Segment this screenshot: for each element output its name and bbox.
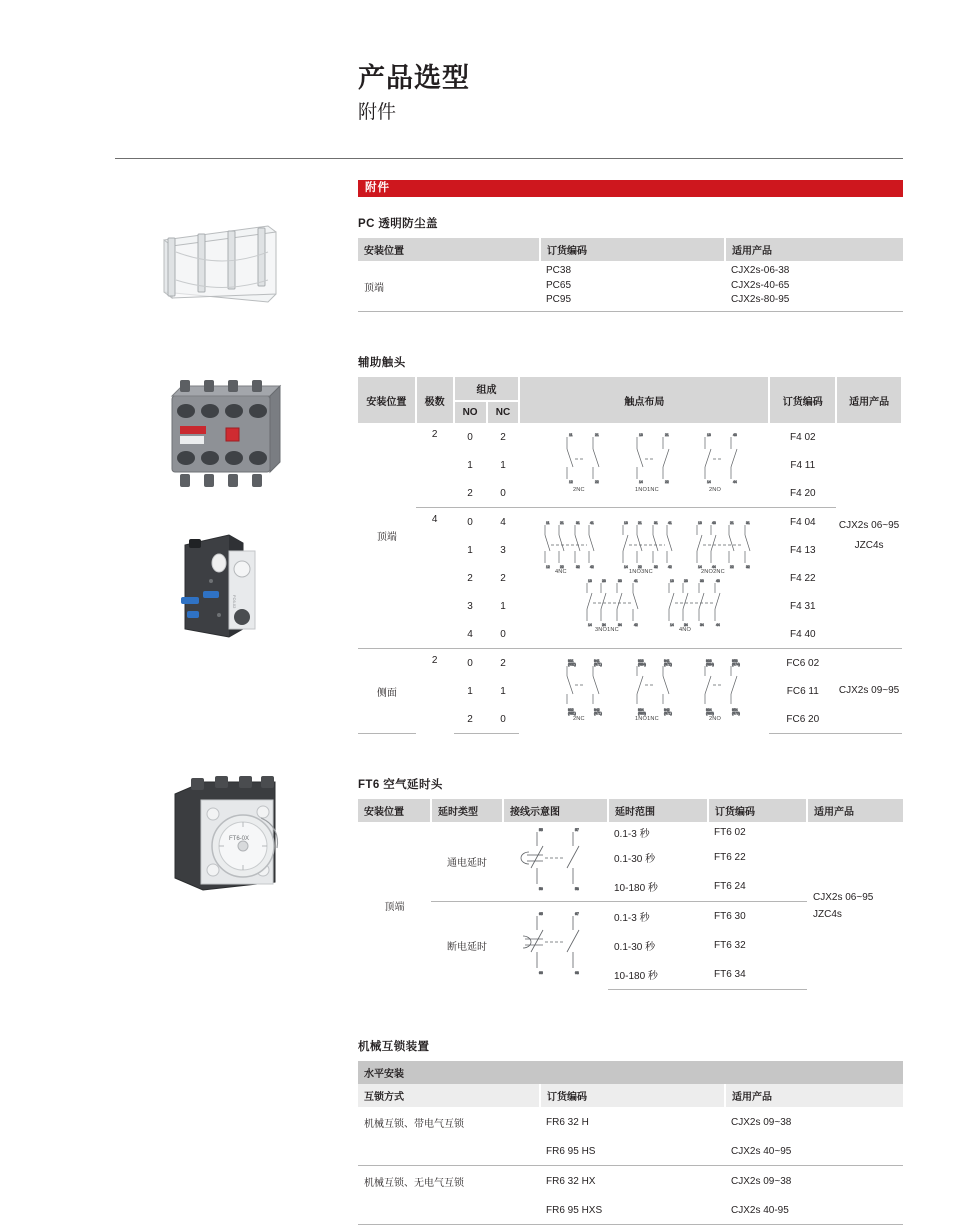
cell-no: 4	[467, 628, 473, 640]
svg-text:12: 12	[546, 564, 551, 569]
svg-text:22: 22	[730, 564, 735, 569]
svg-text:13: 13	[639, 432, 644, 437]
svg-text:21: 21	[665, 432, 670, 437]
svg-text:21: 21	[638, 520, 643, 525]
ft6-air-delay-head-photo	[163, 770, 293, 910]
svg-text:(974): (974)	[732, 662, 741, 667]
cell-order-code: FT6 32	[714, 940, 746, 951]
cell-pole-number: 2	[431, 429, 438, 440]
cell-nc: 4	[487, 508, 520, 537]
svg-text:58: 58	[575, 887, 579, 891]
diagram-label: 1NO1NC	[635, 486, 660, 493]
svg-text:933: 933	[638, 658, 645, 663]
svg-text:(973): (973)	[732, 711, 741, 716]
svg-text:931: 931	[568, 658, 575, 663]
cell-order-code: FT6 24	[714, 881, 746, 892]
col-pole-number: 极数	[416, 377, 454, 423]
svg-text:22: 22	[665, 479, 670, 484]
table-row	[358, 508, 902, 537]
svg-text:23: 23	[684, 578, 689, 583]
cell-order-code: F4 11	[790, 459, 816, 471]
applicable-product: CJX2s 06~95	[838, 519, 900, 531]
diagram-label: 2NC	[573, 486, 586, 493]
cell-applicable-product: CJX2s 09~38	[731, 1117, 792, 1128]
svg-text:933: 933	[706, 658, 713, 663]
svg-text:34: 34	[700, 622, 705, 627]
svg-text:(971): (971)	[664, 711, 673, 716]
cell-no: 1	[467, 685, 473, 697]
contact-layout-diagram-side	[519, 649, 769, 734]
cell-order-code: FR6 32 HX	[540, 1166, 725, 1198]
svg-text:934: 934	[706, 707, 713, 712]
section-title-auxiliary-contacts: 辅助触头	[358, 357, 406, 369]
svg-text:(981): (981)	[568, 711, 577, 716]
col-no: NO	[454, 401, 487, 423]
svg-text:56: 56	[539, 887, 543, 891]
table-row	[358, 261, 903, 312]
cell-applicable-products	[725, 261, 903, 312]
svg-text:55: 55	[539, 828, 543, 832]
svg-text:(932): (932)	[568, 662, 577, 667]
cell-no: 3	[467, 600, 473, 612]
svg-text:32: 32	[576, 564, 581, 569]
page-header	[358, 62, 470, 125]
col-contact-layout: 触点布局	[519, 377, 769, 423]
svg-text:24: 24	[684, 622, 689, 627]
cell-mount-position: 顶端	[364, 282, 384, 294]
page-subtitle: 附件	[358, 101, 397, 123]
cell-order-code: F4 04	[769, 508, 836, 537]
svg-text:43: 43	[716, 578, 721, 583]
diagram-label: 2NO	[709, 486, 722, 493]
applicable-product: JZC4s	[813, 908, 842, 920]
svg-text:21: 21	[595, 432, 600, 437]
svg-text:(971): (971)	[594, 711, 603, 716]
table-row	[358, 649, 902, 678]
svg-text:57: 57	[575, 828, 579, 832]
cell-nc: 3	[500, 544, 506, 556]
cell-nc: 1	[500, 459, 506, 471]
cell-no: 0	[454, 649, 487, 678]
auxiliary-contacts-table	[358, 377, 903, 734]
svg-text:941: 941	[664, 658, 671, 663]
svg-text:31: 31	[576, 520, 581, 525]
col-applicable-product: 适用产品	[836, 377, 902, 423]
order-code: PC65	[546, 279, 572, 291]
cell-no: 0	[467, 431, 473, 443]
svg-text:31: 31	[654, 520, 659, 525]
svg-text:33: 33	[700, 578, 705, 583]
col-applicable-product: 适用产品	[725, 238, 903, 261]
cell-mount-position: 顶端	[384, 902, 405, 914]
cell-interlock-mode: 机械互锁、无电气互锁	[358, 1166, 540, 1198]
diagram-label: 3NO1NC	[595, 626, 620, 633]
cell-order-code: FR6 32 H	[546, 1117, 589, 1128]
cell-nc: 2	[500, 431, 506, 443]
diagram-label: 2NC	[573, 715, 586, 722]
svg-text:12: 12	[569, 479, 574, 484]
cell-delay-type: 断电延时	[431, 902, 503, 990]
diagram-label: 4NO	[679, 626, 692, 633]
diagram-label: 1NO3NC	[629, 568, 654, 575]
cell-applicable-product	[836, 423, 902, 649]
cell-no: 1	[467, 459, 473, 471]
diagram-label: 4NC	[555, 568, 568, 575]
svg-text:14: 14	[698, 564, 703, 569]
col-delay-range: 延时范围	[608, 799, 708, 822]
col-applicable-product: 适用产品	[725, 1084, 903, 1107]
cell-delay-range: 10-180 秒	[614, 883, 658, 894]
cell-nc: 0	[500, 628, 506, 640]
svg-text:21: 21	[730, 520, 735, 525]
svg-text:43: 43	[733, 432, 738, 437]
cell-nc: 1	[500, 600, 506, 612]
svg-text:43: 43	[712, 520, 717, 525]
col-interlock-mode: 互锁方式	[358, 1084, 540, 1107]
svg-text:22: 22	[595, 479, 600, 484]
svg-text:65: 65	[539, 912, 543, 917]
cell-order-code: F4 13	[790, 544, 816, 556]
cell-applicable-product: CJX2s 09~95	[836, 649, 902, 734]
table-header-row	[358, 799, 903, 822]
col-applicable-product: 适用产品	[807, 799, 903, 822]
svg-text:32: 32	[654, 564, 659, 569]
cell-interlock-mode	[358, 1197, 540, 1225]
cell-order-code: FR6 95 HXS	[540, 1197, 725, 1225]
contact-layout-diagram-2pole	[519, 423, 769, 508]
page-title: 产品选型	[358, 63, 470, 93]
cell-pole-number: 4	[416, 508, 454, 649]
table-row	[358, 822, 903, 843]
cell-interlock-mode: 机械互锁、带电气互锁	[364, 1119, 464, 1130]
col-mount-position: 安装位置	[358, 238, 540, 261]
svg-text:44: 44	[712, 564, 717, 569]
cell-order-code: FC6 11	[786, 685, 819, 697]
col-delay-type: 延时类型	[431, 799, 503, 822]
svg-text:(971): (971)	[594, 662, 603, 667]
col-mount-position: 安装位置	[358, 377, 416, 423]
svg-text:67: 67	[575, 912, 579, 917]
diagram-label: 2NO2NC	[701, 568, 726, 575]
col-order-code: 订货编码	[540, 1084, 725, 1107]
svg-text:14: 14	[670, 622, 675, 627]
subheader-horizontal-mount: 水平安装	[358, 1061, 903, 1084]
cell-delay-range: 0.1-3 秒	[614, 829, 650, 840]
svg-text:11: 11	[569, 432, 573, 437]
col-order-code: 订货编码	[540, 238, 725, 261]
table-row	[358, 1166, 903, 1198]
cell-delay-type: 通电延时	[447, 858, 487, 869]
svg-text:932: 932	[568, 707, 575, 712]
cell-order-code: FR6 95 HS	[546, 1146, 596, 1157]
diagram-label: 1NO1NC	[635, 715, 660, 722]
cell-mount-position: 顶端	[376, 532, 397, 543]
svg-text:34: 34	[618, 622, 623, 627]
cell-order-code: FT6 02	[714, 827, 746, 838]
cell-order-code: FT6 30	[708, 902, 807, 932]
svg-text:934: 934	[638, 707, 645, 712]
svg-text:13: 13	[588, 578, 593, 583]
order-code: PC38	[546, 265, 572, 277]
svg-text:42: 42	[634, 622, 639, 627]
cell-order-code: FT6 22	[714, 852, 746, 863]
order-code: PC95	[546, 294, 572, 306]
pc-dust-cover-table	[358, 238, 903, 312]
cell-no: 2	[454, 705, 487, 734]
svg-text:14: 14	[588, 622, 593, 627]
svg-text:31: 31	[746, 520, 751, 525]
svg-text:(984): (984)	[706, 662, 715, 667]
header-divider	[115, 158, 903, 159]
svg-text:14: 14	[639, 479, 644, 484]
svg-text:42: 42	[668, 564, 673, 569]
svg-text:942: 942	[664, 707, 671, 712]
cell-nc: 2	[500, 572, 506, 584]
cell-nc: 0	[487, 705, 520, 734]
table-row	[358, 1197, 903, 1225]
table-row	[358, 1138, 903, 1166]
cell-delay-range: 0.1-30 秒	[614, 942, 656, 953]
svg-text:44: 44	[716, 622, 721, 627]
cell-order-code: F4 20	[790, 487, 816, 499]
svg-text:22: 22	[560, 564, 565, 569]
svg-text:41: 41	[590, 520, 595, 525]
svg-text:13: 13	[624, 520, 629, 525]
col-wiring-diagram: 接线示意图	[503, 799, 608, 822]
svg-text:66: 66	[539, 971, 543, 976]
section-title-pc-dust-cover: PC 透明防尘盖	[358, 218, 438, 230]
side-auxiliary-contact-photo	[163, 525, 283, 645]
cell-no: 2	[467, 572, 473, 584]
col-order-code: 订货编码	[708, 799, 807, 822]
table-header-row	[358, 1084, 903, 1107]
svg-text:23: 23	[602, 578, 607, 583]
applicable-product: CJX2s-40-65	[731, 279, 790, 291]
content-column	[358, 180, 903, 1225]
cell-applicable-product: CJX2s 40~95	[731, 1146, 792, 1157]
cell-interlock-mode	[358, 1138, 540, 1166]
section-title-ft6-air-delay: FT6 空气延时头	[358, 779, 443, 791]
cell-nc: 0	[500, 487, 506, 499]
cell-order-code: FT6 34	[708, 960, 807, 990]
section-banner: 附件	[358, 180, 903, 197]
table-row	[358, 1107, 903, 1138]
svg-text:(984): (984)	[638, 662, 647, 667]
ft6-air-delay-table	[358, 799, 903, 990]
cell-delay-range: 0.1-3 秒	[608, 902, 708, 932]
svg-text:11: 11	[546, 520, 550, 525]
svg-text:(972): (972)	[664, 662, 673, 667]
cell-order-code: F4 02	[790, 431, 816, 443]
cell-no: 2	[467, 487, 473, 499]
applicable-product: CJX2s 06~95	[813, 891, 874, 903]
mechanical-interlock-table	[358, 1061, 903, 1225]
cell-order-codes	[540, 261, 725, 312]
table-row	[358, 423, 902, 451]
cell-order-code: F4 22	[790, 572, 816, 584]
cell-applicable-product: CJX2s 09~38	[725, 1166, 903, 1198]
svg-text:13: 13	[707, 432, 712, 437]
col-order-code: 订货编码	[769, 377, 836, 423]
table-header-row	[358, 238, 903, 261]
cell-mount-position: 侧面	[358, 649, 416, 734]
wiring-diagram-off-delay	[503, 902, 608, 990]
svg-text:FC6-02: FC6-02	[232, 595, 237, 609]
cell-nc: 1	[500, 685, 506, 697]
svg-text:32: 32	[746, 564, 751, 569]
table-subheader-row	[358, 1061, 903, 1084]
cell-delay-range: 10-180 秒	[608, 960, 708, 990]
cell-order-code: F4 31	[790, 600, 816, 612]
cell-order-code: F4 40	[790, 628, 816, 640]
cell-order-code: FC6 02	[769, 649, 836, 678]
contact-layout-diagram-4pole	[519, 508, 769, 649]
svg-text:13: 13	[670, 578, 675, 583]
cell-no: 1	[467, 544, 473, 556]
svg-text:21: 21	[560, 520, 565, 525]
svg-text:33: 33	[618, 578, 623, 583]
cell-delay-range: 0.1-30 秒	[614, 854, 656, 865]
svg-text:68: 68	[575, 971, 579, 976]
svg-text:41: 41	[634, 578, 639, 583]
svg-text:42: 42	[590, 564, 595, 569]
svg-text:41: 41	[668, 520, 673, 525]
cell-applicable-product: CJX2s 40-95	[725, 1197, 903, 1225]
cell-pole-number: 2	[416, 649, 454, 734]
svg-text:(983): (983)	[638, 711, 647, 716]
svg-text:954: 954	[732, 707, 739, 712]
cell-no: 0	[454, 508, 487, 537]
table-header-row-top	[358, 377, 902, 401]
pc-dust-cover-photo	[150, 212, 290, 322]
cell-applicable-product	[807, 822, 903, 990]
applicable-product: CJX2s-06-38	[731, 265, 790, 277]
section-title-mechanical-interlock: 机械互锁装置	[358, 1041, 430, 1053]
svg-text:942: 942	[594, 707, 601, 712]
svg-text:(983): (983)	[706, 711, 715, 716]
cell-order-code: FC6 20	[769, 705, 836, 734]
svg-text:24: 24	[602, 622, 607, 627]
applicable-product: CJX2s-80-95	[731, 294, 790, 306]
col-composition: 组成	[454, 377, 520, 401]
diagram-label: 2NO	[709, 715, 722, 722]
col-nc: NC	[487, 401, 520, 423]
svg-text:14: 14	[624, 564, 629, 569]
svg-text:13: 13	[698, 520, 703, 525]
svg-text:953: 953	[732, 658, 739, 663]
svg-text:22: 22	[638, 564, 643, 569]
col-mount-position: 安装位置	[358, 799, 431, 822]
svg-text:44: 44	[733, 479, 738, 484]
cell-nc: 2	[487, 649, 520, 678]
wiring-diagram-on-delay	[503, 822, 608, 902]
svg-text:FT6-0X: FT6-0X	[229, 836, 250, 842]
applicable-product: JZC4s	[854, 539, 884, 551]
svg-text:14: 14	[707, 479, 712, 484]
svg-text:941: 941	[594, 658, 601, 663]
auxiliary-contact-block-photo	[160, 378, 284, 490]
